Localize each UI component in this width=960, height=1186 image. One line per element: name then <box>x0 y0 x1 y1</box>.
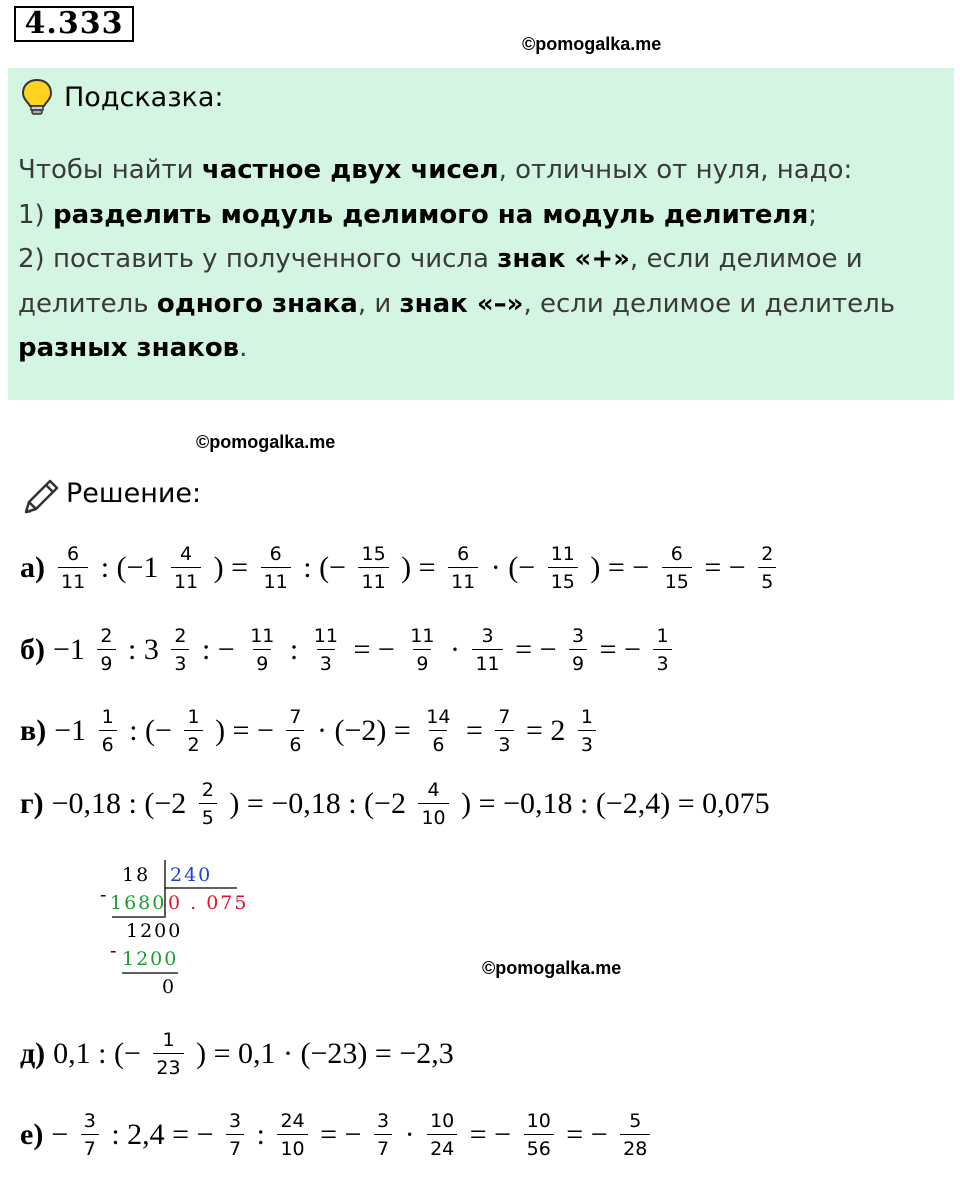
fraction-denominator: 56 <box>524 1134 554 1160</box>
lightbulb-icon <box>20 78 54 121</box>
fraction <box>153 1029 183 1079</box>
solution-line-d <box>20 1029 454 1079</box>
fraction-numerator: 14 <box>426 706 451 728</box>
fraction <box>261 543 291 593</box>
expression-text: : 2,4 = − <box>103 1118 222 1151</box>
fraction-denominator: 3 <box>578 730 596 756</box>
fraction-denominator: 10 <box>277 1134 307 1160</box>
fraction-numerator: 10 <box>526 1110 551 1132</box>
fraction <box>99 706 117 756</box>
fraction-denominator: 5 <box>758 567 776 593</box>
fraction-denominator: 2 <box>184 730 202 756</box>
ld-subtrahend-2: 1200 <box>122 948 179 970</box>
fraction-denominator: 9 <box>413 649 431 675</box>
expression-text: −1 <box>54 714 94 747</box>
fraction-denominator: 23 <box>153 1053 183 1079</box>
fraction-denominator: 7 <box>374 1134 392 1160</box>
expression-text: = − <box>462 1118 519 1151</box>
hint-segment: . <box>239 333 248 363</box>
ld-remainder-1: 1200 <box>126 920 183 942</box>
fraction-numerator: 15 <box>361 543 386 565</box>
expression-text: = − <box>696 551 754 584</box>
fraction-numerator: 11 <box>550 543 575 565</box>
pencil-icon <box>20 476 62 523</box>
fraction-numerator: 3 <box>572 625 585 647</box>
expression-text: ) = −0,18 : (−2,4) = 0,075 <box>453 787 770 820</box>
fraction <box>569 625 587 675</box>
expression-text: : − <box>194 633 243 666</box>
fraction <box>97 625 115 675</box>
fraction-numerator: 3 <box>229 1110 242 1132</box>
hint-segment: , отличных от нуля, надо: <box>498 155 853 185</box>
fraction <box>171 543 201 593</box>
expression-text: ) = <box>206 551 256 584</box>
fraction-denominator: 11 <box>472 649 502 675</box>
fraction-numerator: 11 <box>250 625 275 647</box>
fraction-numerator: 4 <box>427 779 440 801</box>
hint-line <box>18 148 948 193</box>
fraction <box>171 625 189 675</box>
fraction-denominator: 11 <box>58 567 88 593</box>
fraction <box>418 779 448 829</box>
fraction-numerator: 7 <box>289 706 302 728</box>
expression-text: : (−1 <box>93 551 166 584</box>
fraction-denominator: 7 <box>81 1134 99 1160</box>
fraction-numerator: 2 <box>174 625 187 647</box>
fraction-numerator: 1 <box>101 706 114 728</box>
fraction-denominator: 15 <box>662 567 692 593</box>
watermark-bottom: ©pomogalka.me <box>482 958 622 978</box>
fraction <box>423 706 453 756</box>
fraction <box>427 1110 457 1160</box>
hint-emphasis: знак «–» <box>399 288 524 319</box>
fraction-denominator: 3 <box>317 649 335 675</box>
expression-text: = − <box>507 633 564 666</box>
fraction <box>524 1110 554 1160</box>
solution-line-b <box>20 625 677 675</box>
fraction <box>311 625 341 675</box>
fraction <box>653 625 671 675</box>
problem-number: 4.333 <box>14 6 134 42</box>
hint-segment: , и <box>357 288 400 319</box>
fraction-numerator: 11 <box>313 625 338 647</box>
fraction-denominator: 5 <box>199 803 217 829</box>
fraction-denominator: 10 <box>418 803 448 829</box>
watermark-top: ©pomogalka.me <box>522 34 662 54</box>
expression-text: · (− <box>483 551 543 584</box>
expression-text: : 3 <box>120 633 167 666</box>
fraction <box>184 706 202 756</box>
expression-text: = − <box>592 633 649 666</box>
expression-text: 0,1 : (− <box>53 1037 149 1070</box>
expression-text: = − <box>312 1118 369 1151</box>
hint-emphasis: разных знаков <box>18 333 240 363</box>
fraction-denominator: 11 <box>261 567 291 593</box>
fraction <box>578 706 596 756</box>
expression-text: = 2 <box>518 714 573 747</box>
solution-line-a <box>20 543 781 593</box>
hint-segment: , если делимое и <box>629 244 863 274</box>
expression-text: = − <box>558 1118 616 1151</box>
solution-label: д) <box>20 1037 46 1070</box>
hint-emphasis: одного знака <box>156 288 358 319</box>
ld-quotient: 0 . 075 <box>168 892 249 914</box>
fraction-numerator: 1 <box>580 706 594 728</box>
fraction-numerator: 11 <box>410 625 435 647</box>
fraction <box>548 543 578 593</box>
fraction-numerator: 7 <box>498 706 511 728</box>
hint-segment: делитель <box>18 288 157 319</box>
expression-text: − <box>51 1118 76 1151</box>
expression-text: −1 <box>53 633 93 666</box>
hint-segment: , если делимое и делитель <box>523 288 896 319</box>
solution-label: а) <box>20 551 45 584</box>
hint-emphasis: знак «+» <box>497 244 630 274</box>
expression-text: ) = − <box>582 551 657 584</box>
fraction-denominator: 15 <box>548 567 578 593</box>
fraction <box>620 1110 650 1160</box>
ld-subtrahend-1: 1680 <box>110 892 167 914</box>
fraction-numerator: 6 <box>269 543 282 565</box>
fraction <box>472 625 502 675</box>
fraction-denominator: 9 <box>569 649 587 675</box>
watermark-middle: ©pomogalka.me <box>196 432 336 452</box>
expression-text: · (−2) = <box>309 714 419 747</box>
fraction-numerator: 1 <box>656 625 669 647</box>
fraction-denominator: 6 <box>429 730 447 756</box>
fraction-denominator: 3 <box>171 649 189 675</box>
expression-text: ) = − <box>207 714 282 747</box>
fraction-numerator: 3 <box>376 1110 390 1132</box>
fraction-numerator: 2 <box>761 543 774 565</box>
fraction <box>286 706 304 756</box>
fraction <box>407 625 437 675</box>
expression-text: : <box>282 633 306 666</box>
fraction-numerator: 3 <box>83 1110 96 1132</box>
fraction-denominator: 24 <box>427 1134 457 1160</box>
solution-label: г) <box>20 787 44 820</box>
solution-line-v <box>20 706 601 756</box>
hint-emphasis: частное двух чисел <box>201 155 499 185</box>
fraction <box>199 779 217 829</box>
fraction-numerator: 6 <box>670 543 683 565</box>
fraction-denominator: 6 <box>99 730 117 756</box>
ld-minus-1: - <box>100 884 109 906</box>
fraction-numerator: 4 <box>179 543 193 565</box>
ld-divisor: 240 <box>170 864 213 886</box>
fraction-numerator: 6 <box>67 543 80 565</box>
fraction-denominator: 28 <box>620 1134 650 1160</box>
hint-segment: Чтобы найти <box>18 155 202 185</box>
fraction-denominator: 11 <box>448 567 478 593</box>
solution-line-g <box>20 779 770 829</box>
fraction-numerator: 2 <box>100 625 113 647</box>
fraction-numerator: 1 <box>187 706 200 728</box>
fraction <box>358 543 388 593</box>
fraction-numerator: 1 <box>162 1029 175 1051</box>
fraction-denominator: 9 <box>97 649 115 675</box>
fraction <box>226 1110 244 1160</box>
fraction <box>662 543 692 593</box>
fraction-denominator: 6 <box>286 730 304 756</box>
expression-text: = − <box>345 633 403 666</box>
fraction-denominator: 9 <box>253 649 271 675</box>
expression-text: : (− <box>295 551 354 584</box>
fraction <box>495 706 513 756</box>
ld-minus-2: - <box>110 940 119 962</box>
expression-text: : (− <box>121 714 180 747</box>
expression-text: ) = 0,1 · (−23) = −2,3 <box>188 1037 454 1070</box>
solution-label: е) <box>20 1118 44 1151</box>
hint-segment: 2) поставить у полученного числа <box>18 244 498 274</box>
hint-title: Подсказка: <box>64 82 224 113</box>
fraction-denominator: 3 <box>653 649 671 675</box>
hint-segment: ; <box>808 199 818 230</box>
ld-dividend: 18 <box>122 864 151 886</box>
hint-text <box>18 148 948 371</box>
fraction-numerator: 6 <box>457 543 470 565</box>
expression-text: = <box>458 714 491 747</box>
fraction <box>58 543 88 593</box>
expression-text: ) = −0,18 : (−2 <box>221 787 414 820</box>
hint-emphasis: разделить модуль делимого на модуль делителя <box>52 199 809 230</box>
fraction-denominator: 3 <box>495 730 513 756</box>
ld-lines <box>100 860 240 1000</box>
fraction <box>758 543 776 593</box>
solution-label: в) <box>20 714 47 747</box>
hint-line <box>18 282 948 327</box>
expression-text: · <box>442 633 468 666</box>
hint-line <box>18 326 948 371</box>
solution-label: б) <box>20 633 45 666</box>
fraction-denominator: 11 <box>358 567 388 593</box>
hint-line <box>18 193 948 238</box>
hint-line <box>18 237 948 282</box>
fraction-numerator: 5 <box>629 1110 642 1132</box>
hint-segment: 1) <box>18 199 53 230</box>
solution-title: Решение: <box>66 478 202 509</box>
fraction-numerator: 24 <box>280 1110 305 1132</box>
ld-remainder-2: 0 <box>162 976 177 998</box>
expression-text: : <box>249 1118 273 1151</box>
fraction-numerator: 10 <box>430 1110 455 1132</box>
fraction-numerator: 2 <box>201 779 214 801</box>
fraction <box>448 543 478 593</box>
fraction <box>374 1110 392 1160</box>
fraction-numerator: 3 <box>481 625 494 647</box>
fraction <box>247 625 277 675</box>
expression-text: · <box>397 1118 423 1151</box>
fraction-denominator: 7 <box>226 1134 244 1160</box>
expression-text: −0,18 : (−2 <box>51 787 194 820</box>
fraction <box>81 1110 99 1160</box>
solution-line-e <box>20 1110 655 1160</box>
expression-text: ) = <box>393 551 444 584</box>
fraction <box>277 1110 307 1160</box>
fraction-denominator: 11 <box>171 567 201 593</box>
